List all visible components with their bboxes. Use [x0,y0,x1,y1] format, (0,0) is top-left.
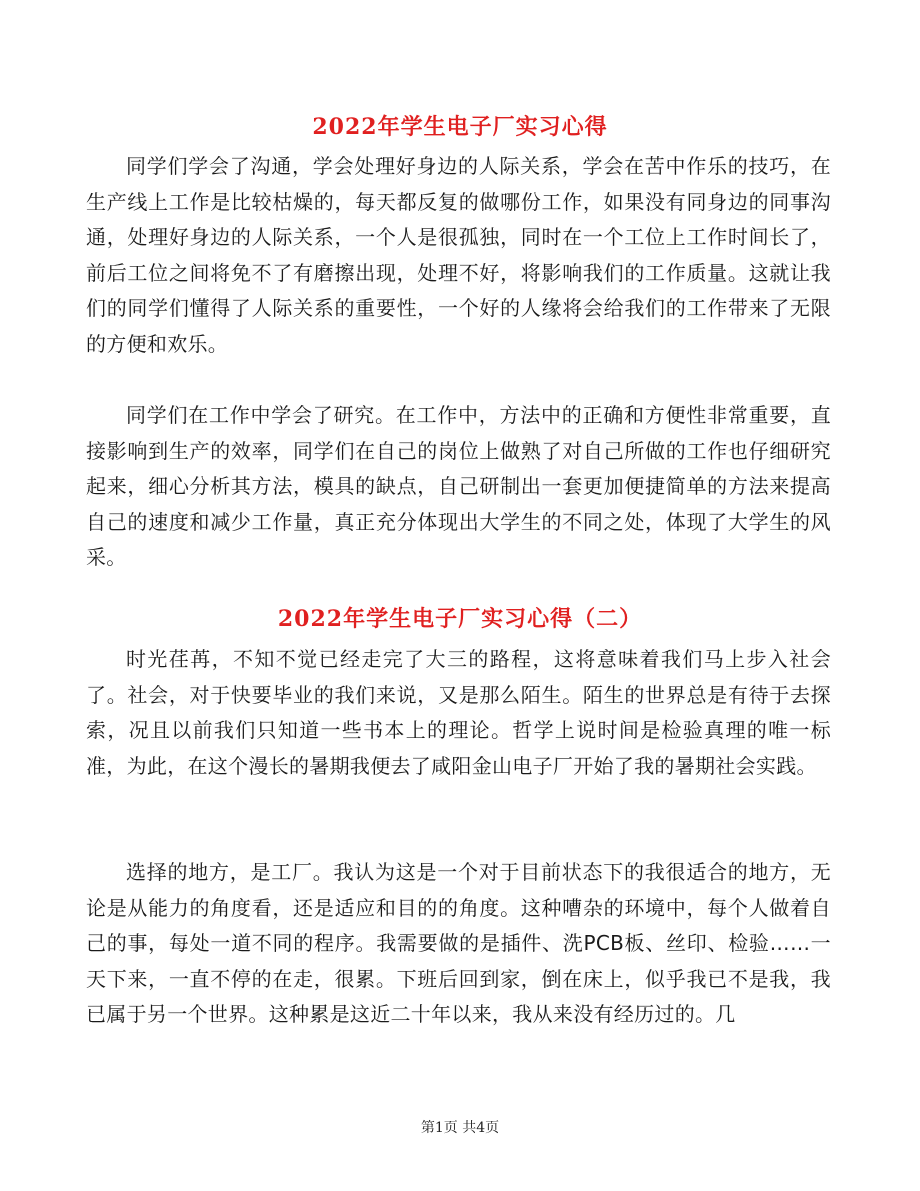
section-1-title: 2022年学生电子厂实习心得 [312,114,608,140]
section-1-paragraph-1: 同学们学会了沟通，学会处理好身边的人际关系，学会在苦中作乐的技巧，在生产线上工作是比较枯燥的，每天都反复的做哪份工作，如果没有同身边的同事沟通，处理好身边的人际关系，一个人是很孤独，同时在一个工位上工作时间长了，前后工位之间将免不了有磨擦出现，处理不好，将影响我们的工作质量。这就让我们的同学们懂得了人际关系的重要性，一个好的人缘将会给我们的工作带来了无限的方便和欢乐。 [86,154,831,356]
page-number-footer: 第1页 共4页 [420,1120,500,1136]
section-2-title: 2022年学生电子厂实习心得（二） [277,606,643,632]
section-2-paragraph-2: 选择的地方，是工厂。我认为这是一个对于目前状态下的我很适合的地方，无论是从能力的角度看，还是适应和目的的角度。这种嘈杂的环境中，每个人做着自己的事，每处一道不同的程序。我需要做的是插件、洗PCB板、丝印、检验……一天下来，一直不停的在走，很累。下班后回到家，倒在床上，似乎我已不是我，我已属于另一个世界。这种累是这近二十年以来，我从来没有经历过的。几 [86,860,831,1026]
section-2-paragraph-1: 时光荏苒，不知不觉已经走完了大三的路程，这将意味着我们马上步入社会了。社会，对于快要毕业的我们来说，又是那么陌生。陌生的世界总是有待于去探索，况且以前我们只知道一些书本上的理论。哲学上说时间是检验真理的唯一标准，为此，在这个漫长的暑期我便去了咸阳金山电子厂开始了我的暑期社会实践。 [86,647,831,778]
section-1-paragraph-2: 同学们在工作中学会了研究。在工作中，方法中的正确和方便性非常重要，直接影响到生产的效率，同学们在自己的岗位上做熟了对自己所做的工作也仔细研究起来，细心分析其方法，模具的缺点，自己研制出一套更加便捷简单的方法来提高自己的速度和减少工作量，真正充分体现出大学生的不同之处，体现了大学生的风采。 [86,403,831,569]
